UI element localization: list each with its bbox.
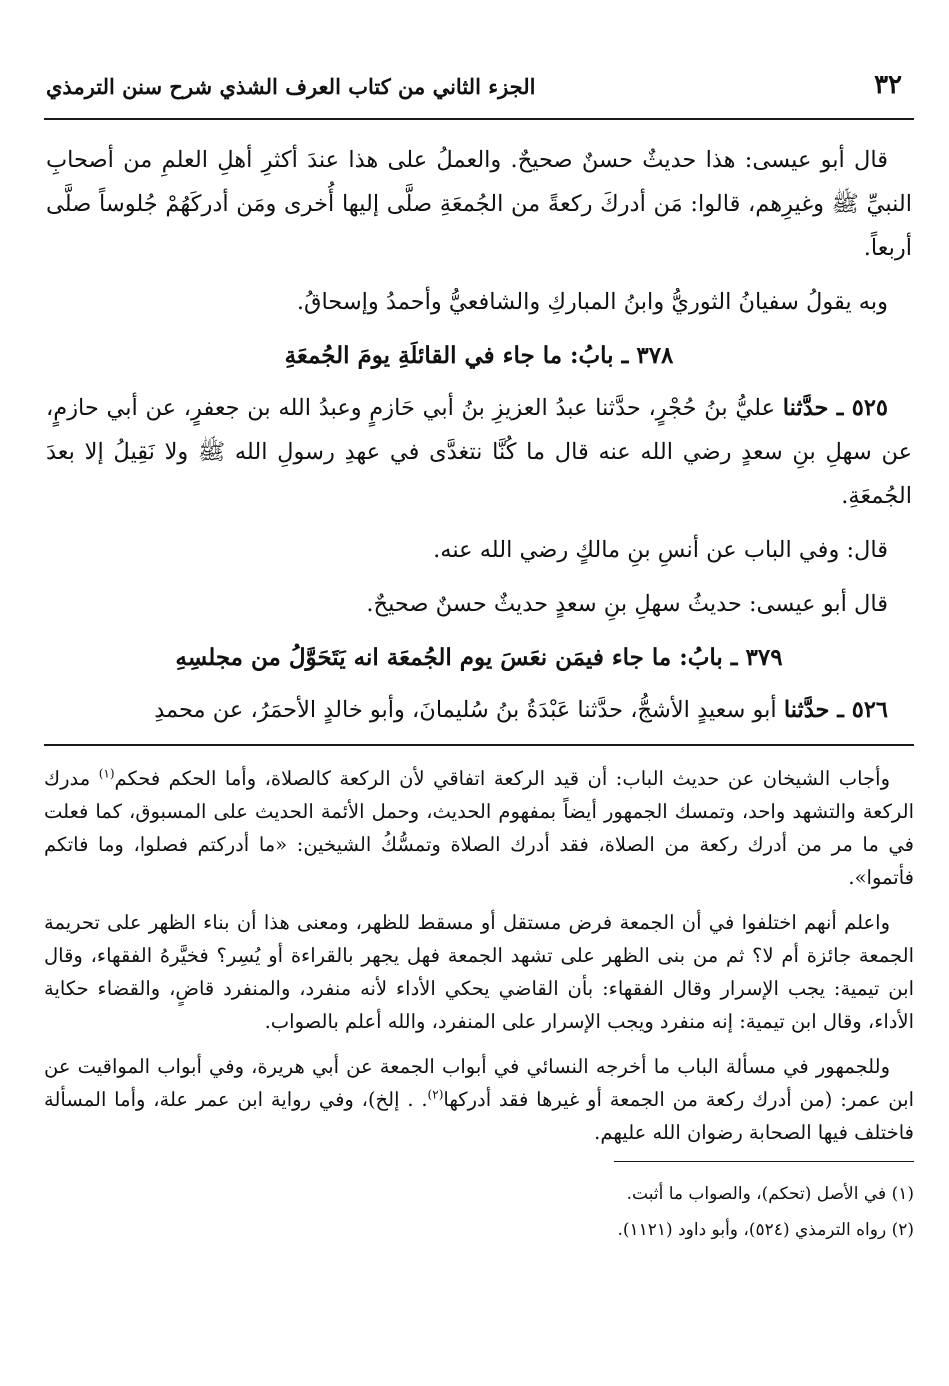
- paragraph-anas: قال: وفي الباب عن أنسِ بنِ مالكٍ رضي الله عنه.: [433, 537, 888, 563]
- commentary-paragraph-2: واعلم أنهم اختلفوا في أن الجمعة فرض مستقل أو مسقط للظهر، ومعنى هذا أن بناء الظهر على تحريمة الجمعة جائزة أم لا؟ ثم من بنى الظهر على تشهد الجمعة فهل يجهر بالقراءة أو يُسِر؟ فخيَّرهُ الفقهاء، وقال ابن تيمية: يجب الإسرار وقال الفقهاء: بأن القاضي يحكي الأداء لأنه منفرد، والمنفرد قاضٍ، والقضاء حكاية الأداء، وقال ابن تيمية: إنه منفرد ويجب الإسرار على المنفرد، والله أعلم بالصواب.: [44, 911, 914, 1033]
- commentary-1-part-b: مدرك الركعة والتشهد واحد، وتمسك الجمهور أيضاً بمفهوم الحديث، وحمل الأئمة الحديث على المسبوق، كما فعلت في ما مر من أدرك ركعة من الصلاة، فقد أدرك الصلاة وتمسُّكُ الشيخين: «ما أدركتم فصلوا، وما فاتكم فأتموا».: [44, 767, 914, 889]
- footnote-ref-2[interactable]: (٢): [427, 1087, 444, 1102]
- hadith-525-text: عليُّ بنُ حُجْرٍ، حدَّثنا عبدُ العزيزِ بنُ أبي حَازمٍ وعبدُ الله بن جعفرٍ، عن أبي حازمٍ، عن سهلِ بنِ سعدٍ رضي الله عنه قال ما كُنَّا نتغدَّى في عهدِ رسولِ الله ﷺ ولا نَقِيلُ إلا بعدَ الجُمعَةِ.: [46, 395, 912, 509]
- commentary-3-part-b: . . إلخ)، وفي رواية ابن عمر علة، وأما المسألة فاختلف فيها الصحابة رضوان الله عليهم.: [44, 1088, 914, 1144]
- hadith-526-text: أبو سعيدٍ الأشجُّ، حدَّثنا عَبْدَةُ بنُ سُليمانَ، وأبو خالدٍ الأحمَرُ، عن محمدِ: [154, 697, 777, 723]
- paragraph-scholars: وبه يقولُ سفيانُ الثوريُّ وابنُ المباركِ والشافعيُّ وأحمدُ وإسحاقُ.: [296, 289, 888, 315]
- commentary-section: [44, 762, 914, 1149]
- chapter-heading-378: ٣٧٨ ـ بابُ: ما جاء في القائلَةِ يومَ الجُمعَةِ: [284, 342, 674, 369]
- commentary-1-part-a: وأجاب الشيخان عن حديث الباب: أن قيد الركعة اتفاقي لأن الركعة كالصلاة، وأما الحكم فحكم: [114, 767, 890, 790]
- hadith-526: [46, 688, 912, 732]
- book-page: [44, 60, 914, 1360]
- chapter-heading-379: ٣٧٩ ـ بابُ: ما جاء فيمَن نعَسَ يوم الجُمعَة انه يَتَحَوَّلُ من مجلسِهِ: [175, 644, 783, 671]
- footnote-1: (١) في الأصل (تحكم)، والصواب ما أثبت.: [626, 1184, 914, 1204]
- paragraph-abu-isa-ruling: قال أبو عيسى: هذا حديثٌ حسنٌ صحيحٌ. والعملُ على هذا عندَ أكثرِ أهلِ العلمِ من أصحابِ النبيِّ ﷺ وغيرِهم، قالوا: مَن أدركَ ركعةً من الجُمعَةِ صلَّى إليها أُخرى ومَن أدركَهُمْ جُلوساً صلَّى أربعاً.: [46, 147, 912, 261]
- paragraph-sahl-grading: قال أبو عيسى: حديثُ سهلِ بنِ سعدٍ حديثٌ حسنٌ صحيحٌ.: [366, 591, 888, 617]
- hadith-number-label: ٥٢٦ ـ حدَّثنا: [783, 697, 888, 723]
- commentary-divider: [44, 744, 914, 746]
- page-header: [44, 60, 914, 120]
- footnote-divider: [614, 1161, 914, 1162]
- footnote-ref-1[interactable]: (١): [98, 766, 115, 781]
- running-title: الجزء الثاني من كتاب العرف الشذي شرح سنن الترمذي: [46, 74, 536, 99]
- commentary-paragraph-3: [44, 1050, 914, 1149]
- main-text: [44, 120, 914, 732]
- footnotes: [44, 1176, 914, 1248]
- page-number: ٣٢: [874, 70, 902, 100]
- commentary-3-part-a: وللجمهور في مسألة الباب ما أخرجه النسائي في أبواب الجمعة عن أبي هريرة، وفي أبواب المواقيت عن ابن عمر: (من أدرك ركعة من الجمعة أو غيرها فقد أدركها: [44, 1055, 914, 1111]
- hadith-525: [46, 386, 912, 518]
- footnote-2: (٢) رواه الترمذي (٥٢٤)، وأبو داود (١١٢١).: [617, 1220, 914, 1240]
- commentary-paragraph-1: [44, 762, 914, 894]
- hadith-number-label: ٥٢٥ ـ حدَّثنا: [782, 395, 888, 421]
